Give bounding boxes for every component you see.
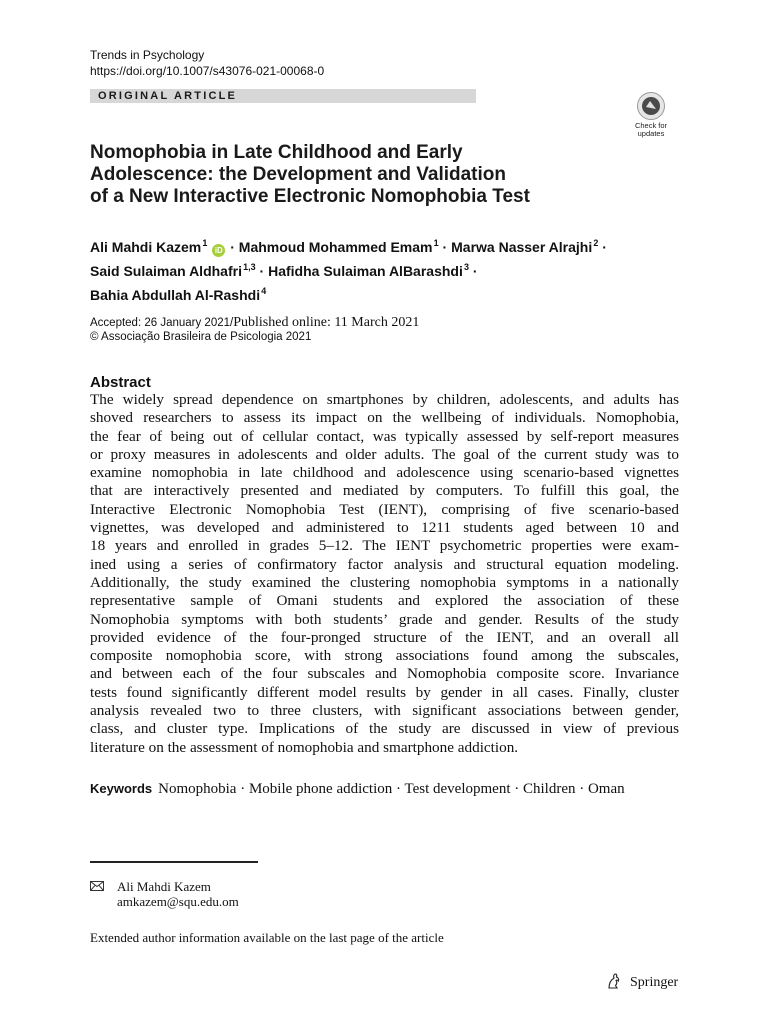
author-line <box>90 233 690 257</box>
abstract-line: composite nomophobia score, with strong associations found among the subscales, <box>90 647 679 665</box>
article-type-banner <box>90 89 476 103</box>
author-separator: · <box>598 239 607 255</box>
abstract-line: or proxy measures in adolescents and older adults. The goal of the current study was to <box>90 445 679 463</box>
springer-horse-icon <box>605 972 623 990</box>
author-separator: · <box>255 263 269 279</box>
author-affiliation: 2 <box>593 238 599 248</box>
check-updates-icon <box>636 91 666 121</box>
abstract-line: class, and cluster type. Implications of the study are discussed in view of previous <box>90 720 679 738</box>
extended-author-info: Extended author information available on the last page of the article <box>90 930 444 945</box>
title-line: of a New Interactive Electronic Nomophobia Test <box>90 186 530 207</box>
abstract-line: shoved researchers to assess its impact on the wellbeing of individuals. Nomophobia, <box>90 409 679 427</box>
author-separator: · <box>226 239 239 255</box>
author-affiliation: 1,3 <box>243 262 256 272</box>
author-line <box>90 257 690 281</box>
abstract-line: ined using a series of confirmatory factor analysis and structural equation modeling. <box>90 555 679 573</box>
footnote-divider <box>90 861 258 863</box>
publication-dates <box>90 315 419 331</box>
journal-name: Trends in Psychology <box>90 48 205 62</box>
author-name: Hafidha Sulaiman AlBarashdi <box>268 263 463 279</box>
title-line: Nomophobia in Late Childhood and Early <box>90 142 463 163</box>
author-name: Bahia Abdullah Al-Rashdi <box>90 287 261 303</box>
copyright-notice: © Associação Brasileira de Psicologia 2021 <box>90 331 312 343</box>
abstract-line: provided evidence of the four-pronged structure of the IENT, and an overall all <box>90 628 679 646</box>
author-name: Said Sulaiman Aldhafri <box>90 263 242 279</box>
publisher-name: Springer <box>630 975 679 990</box>
corresponding-author-name: Ali Mahdi Kazem <box>117 879 211 894</box>
abstract-line: literature on the assessment of nomophobia and smartphone addiction. <box>90 738 519 756</box>
abstract-line: representative sample of Omani students and explored the association of these <box>90 592 679 610</box>
author-name: Marwa Nasser Alrajhi <box>451 239 593 255</box>
published-date: Published online: 11 March 2021 <box>233 315 420 330</box>
abstract-line: and between each of the four subscales and Nomophobia composite score. Invariance <box>90 665 679 683</box>
abstract-body <box>90 391 679 757</box>
author-affiliation: 1 <box>433 238 439 248</box>
title-line: Adolescence: the Development and Validation <box>90 164 506 185</box>
publisher-logo <box>605 972 678 992</box>
accepted-date: Accepted: 26 January 2021/ <box>90 317 234 329</box>
abstract-line: examine nomophobia in late childhood and adolescence using scenario-based vignettes <box>90 464 679 482</box>
author-name: Mahmoud Mohammed Emam <box>238 239 433 255</box>
article-type-label: ORIGINAL ARTICLE <box>98 90 238 102</box>
keywords-list: Nomophobia · Mobile phone addiction · Test development · Children · Oman <box>158 781 625 797</box>
author-line <box>90 281 690 305</box>
author-name: Ali Mahdi Kazem <box>90 239 202 255</box>
corresponding-author-email[interactable]: amkazem@squ.edu.om <box>117 894 239 909</box>
keywords <box>90 779 625 799</box>
envelope-icon <box>90 881 104 891</box>
check-for-updates-badge[interactable] <box>627 91 675 138</box>
author-affiliation: 1 <box>202 238 208 248</box>
abstract-line: 18 years and enrolled in grades 5–12. The IENT psychometric properties were exam- <box>90 537 679 555</box>
author-separator: · <box>438 239 452 255</box>
abstract-line: Interactive Electronic Nomophobia Test (IENT), comprising of five scenario-based <box>90 500 679 518</box>
article-title <box>90 142 650 208</box>
author-affiliation: 4 <box>261 286 267 296</box>
abstract-line: Additionally, the study examined the clustering nomophobia symptoms in a nationally <box>90 573 679 591</box>
orcid-icon[interactable]: iD <box>212 244 225 257</box>
abstract-line: Nomophobia symptoms with both students’ grade and gender. Results of the study <box>90 610 679 628</box>
author-separator: · <box>469 263 478 279</box>
abstract-line: tests found significantly different model results by gender in all cases. Finally, cluster <box>90 683 679 701</box>
abstract-line: that are interactively presented and mediated by computers. To fulfill this goal, the <box>90 482 679 500</box>
abstract-line: the fear of being out of cellular contact, was typically assessed by self-report measures <box>90 427 679 445</box>
abstract-heading: Abstract <box>90 374 151 391</box>
keywords-label: Keywords <box>90 781 153 796</box>
abstract-line: The widely spread dependence on smartphones by children, adolescents, and adults has <box>90 391 679 408</box>
abstract-line: analysis revealed two to three clusters, with significant associations between gender, <box>90 702 679 720</box>
abstract-line: vignettes, was developed and administered to 1211 students aged between 10 and <box>90 519 679 537</box>
author-affiliation: 3 <box>464 262 470 272</box>
author-list <box>90 233 690 305</box>
doi-link[interactable]: https://doi.org/10.1007/s43076-021-00068-0 <box>90 64 325 78</box>
check-updates-label: Check for updates <box>634 121 668 138</box>
